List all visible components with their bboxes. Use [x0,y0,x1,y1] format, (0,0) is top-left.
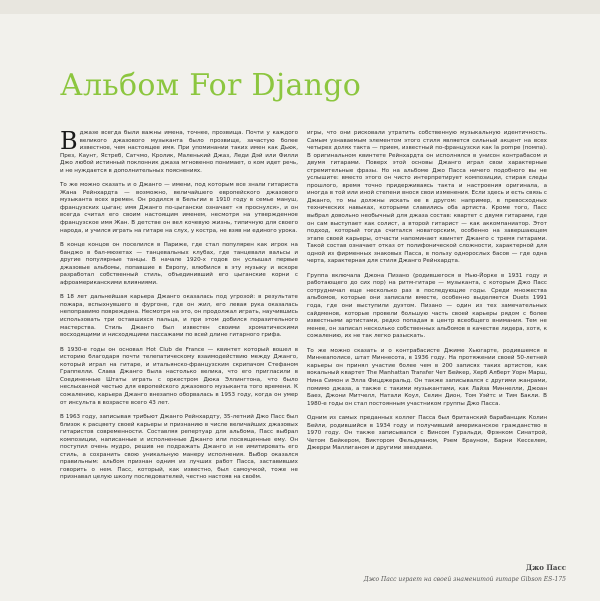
left-column [60,127,298,489]
photo-caption [364,563,566,583]
right-column [307,130,547,460]
paragraph: В конце концов он поселился в Париже, где стал популярен как игрок на банджо в бал-мюзетах — танцевальных клубах, где танцевали вальсы и другие популярные танцы. В начале 1920-х годов он услышал первые джазовые альбомы, попавшие в Европу, влюбился в эту музыку и вскоре разработал собственный стиль, объединивший его цыганские корни с афроамериканскими влияниями. [60,242,298,286]
paragraph: игры, что они рисковали утратить собственную музыкальную идентичность. Самым узнаваемым элементом этого стиля является сильный акцент на всех четырех долях такта — прием, известный по-французски как la pompe (помпа). В оригинальном квинтете Рейнхардта он исполнялся в унисон контрабасом и двумя гитарами. Поверх этой основы Джанго играл свои характерные стремительные фразы. Но на альбоме Джо Пасса ничего подобного вы не услышите: вместо этого он чисто интерпретирует композиции, стирая следы прошлого, время точно придерживаясь такта и настроения оригинала, а иногда в той или иной степени внося свои изменения. Если здесь и есть связь с Джанго, то мы должны искать ее в другом: например, в превосходных технических навыках, которыми славились оба артиста. Кроме того, Пасс выбрал довольно необычный для джаза состав: квартет с двумя гитарами, где он сам выступает как солист, а второй гитарист — как аккомпаниатор. Этот подход, который тогда считался новаторским, особенно на завершающем этапе своей карьеры, отчасти напоминает квинтет Джанго с тремя гитарами. Такой состав означает отказ от полифонической сложности, характерной для одной из фирменных знаковых Пасса, в пользу однорослых басов — где одна черта, характерная для стиля Джанго Рейнхардта. [307,130,547,265]
drop-cap: В [60,127,78,155]
caption-name: Джо Пасс [525,563,566,572]
caption-description: Джо Пасс играет на своей знаменитой гитаре Gibson ES-175 [363,576,566,583]
paragraph: В 18 лет дальнейшая карьера Джанго оказалась под угрозой: в результате пожара, вспыхнувшего в фургоне, где он жил, его левая рука оказалась непоправимо повреждена. Несмотря на это, он продолжал играть, научившись использовать три оставшихся пальца, и при этом добился поразительного мастерства. Стиль Джанго был известен своими хроматическими восходящими и нисходящими пассажами по всей длине гитарного грифа. [60,294,298,339]
paragraph: Группа включала Джона Пизано (родившегося в Нью-Йорке в 1931 году и работающего до сих пор) на ритм-гитаре — музыканта, с которым Джо Пасс сотрудничал еще несколько раз в последующие годы. Среди множества альбомов, которые они записали вместе, особенно выделяется Duets 1991 года, где они выступили дуэтом. Пизано — один из тех замечательных сайдменов, которые провели большую часть своей карьеры рядом с более известными артистами, редко попадая в центр всеобщего внимания. Тем не менее, он записал несколько собственных альбомов в качестве лидера, хотя, к сожалению, их не так легко разыскать. [307,272,547,340]
paragraph: То же можно сказать и о контрабасисте Джиме Хьюгарте, родившемся в Миннеаполисе, штат Миннесота, в 1936 году. На протяжении своей 50-летней карьеры он принял участие более чем в 200 записях таких артистов, как вокальный квартет The Manhattan Transfer Чет Бейкер, Херб Алберт Уорн Марш, Нина Симон и Элла Фицджеральд. Он также записывался с другими жанрами, помимо джаза, а также с такими музыкантами, как Лайза Миннелли, Джоан Баез, Джони Митчелл, Натали Коул, Селин Дион, Том Уэйтс и Тим Бакли. В 1980-е годы он стал постоянным участником группы Джо Пасса. [307,347,547,407]
paragraph-text: джазе всегда были важны имена, точнее, прозвища. Почти у каждого великого джазового музыканта было прозвище, зачастую более известное, чем настоящее имя. При упоминании таких имен как Дьюк, През, Каунт, Ястреб, Сатчмо, Кролик, Маленький Джаз, Леди Дэй или Филли Джо любой истинный поклонник джаза мгновенно понимает, о ком идет речь, и не нуждается в дополнительных пояснениях. [60,130,298,174]
paragraph: Одним из самых преданных коллег Пасса был британский барабанщик Колин Бейли, родившийся в 1934 году и получивший американское гражданство в 1970 году. Он также записывался с Винсом Гуральди, Фрэнком Синатрой, Четом Бейкером, Виктором Фельдманом, Рэем Брауном, Барни Кесселем, Джерри Маллиганом и другими звездами. [307,415,547,452]
paragraph: То же можно сказать и о Джанго — имени, под которым все знали гитариста Жана Рейнхардта — возможно, величайшего европейского джазового музыканта всех времен. Он родился в Бельгии в 1910 году в семье мануш, французских цыган; имя Джанго по-цыгански означает «я проснулся», и он всегда считал его своим настоящим именем, несмотря на утвержденное французское имя Жан. В детстве он вел кочевую жизнь, типичную для своего народа, и учился играть на гитаре на слух, у костра, не взяв ни единого урока. [60,182,298,234]
paragraph [60,127,298,175]
paragraph: В 1963 году, записывая трибьют Джанго Рейнхардту, 35-летний Джо Пасс был близок к расцвету своей карьеры и признанию в числе величайших джазовых гитаристов современности. Составляя репертуар для альбома, Пасс выбрал композиции, написанные и исполненные Джанго или посвященные ему. Он поступил очень мудро, решив не подражать Джанго и не имитировать его стиль, а сохранить свою уникальную манеру исполнения. Выбор оказался правильным: альбом признан одним из лучших работ Пасса, заставивших говорить о нем. Пасс, который, как известно, был самоучкой, тоже не признавал целую школу последователей, честно настояв на своём. [60,414,298,481]
paragraph: В 1930-е годы он основал Hot Club de France — квинтет который вошел в историю благодаря почти телепатическому взаимодействию между Джанго, который играл на гитаре, и итальянско-французским скрипачом Стефаном Граппелли. Слава Джанго была настолько велика, что его пригласили в Соединенные Штаты играть с оркестром Дюка Эллингтона, что было неслыханной честью для европейского джазового музыканта того времени. К сожалению, карьера Джанго внезапно оборвалась в 1953 году, когда он умер от инсульта в возрасте всего 43 лет. [60,346,298,406]
top-strip [0,0,600,14]
page-title: Альбом For Django [60,68,362,103]
